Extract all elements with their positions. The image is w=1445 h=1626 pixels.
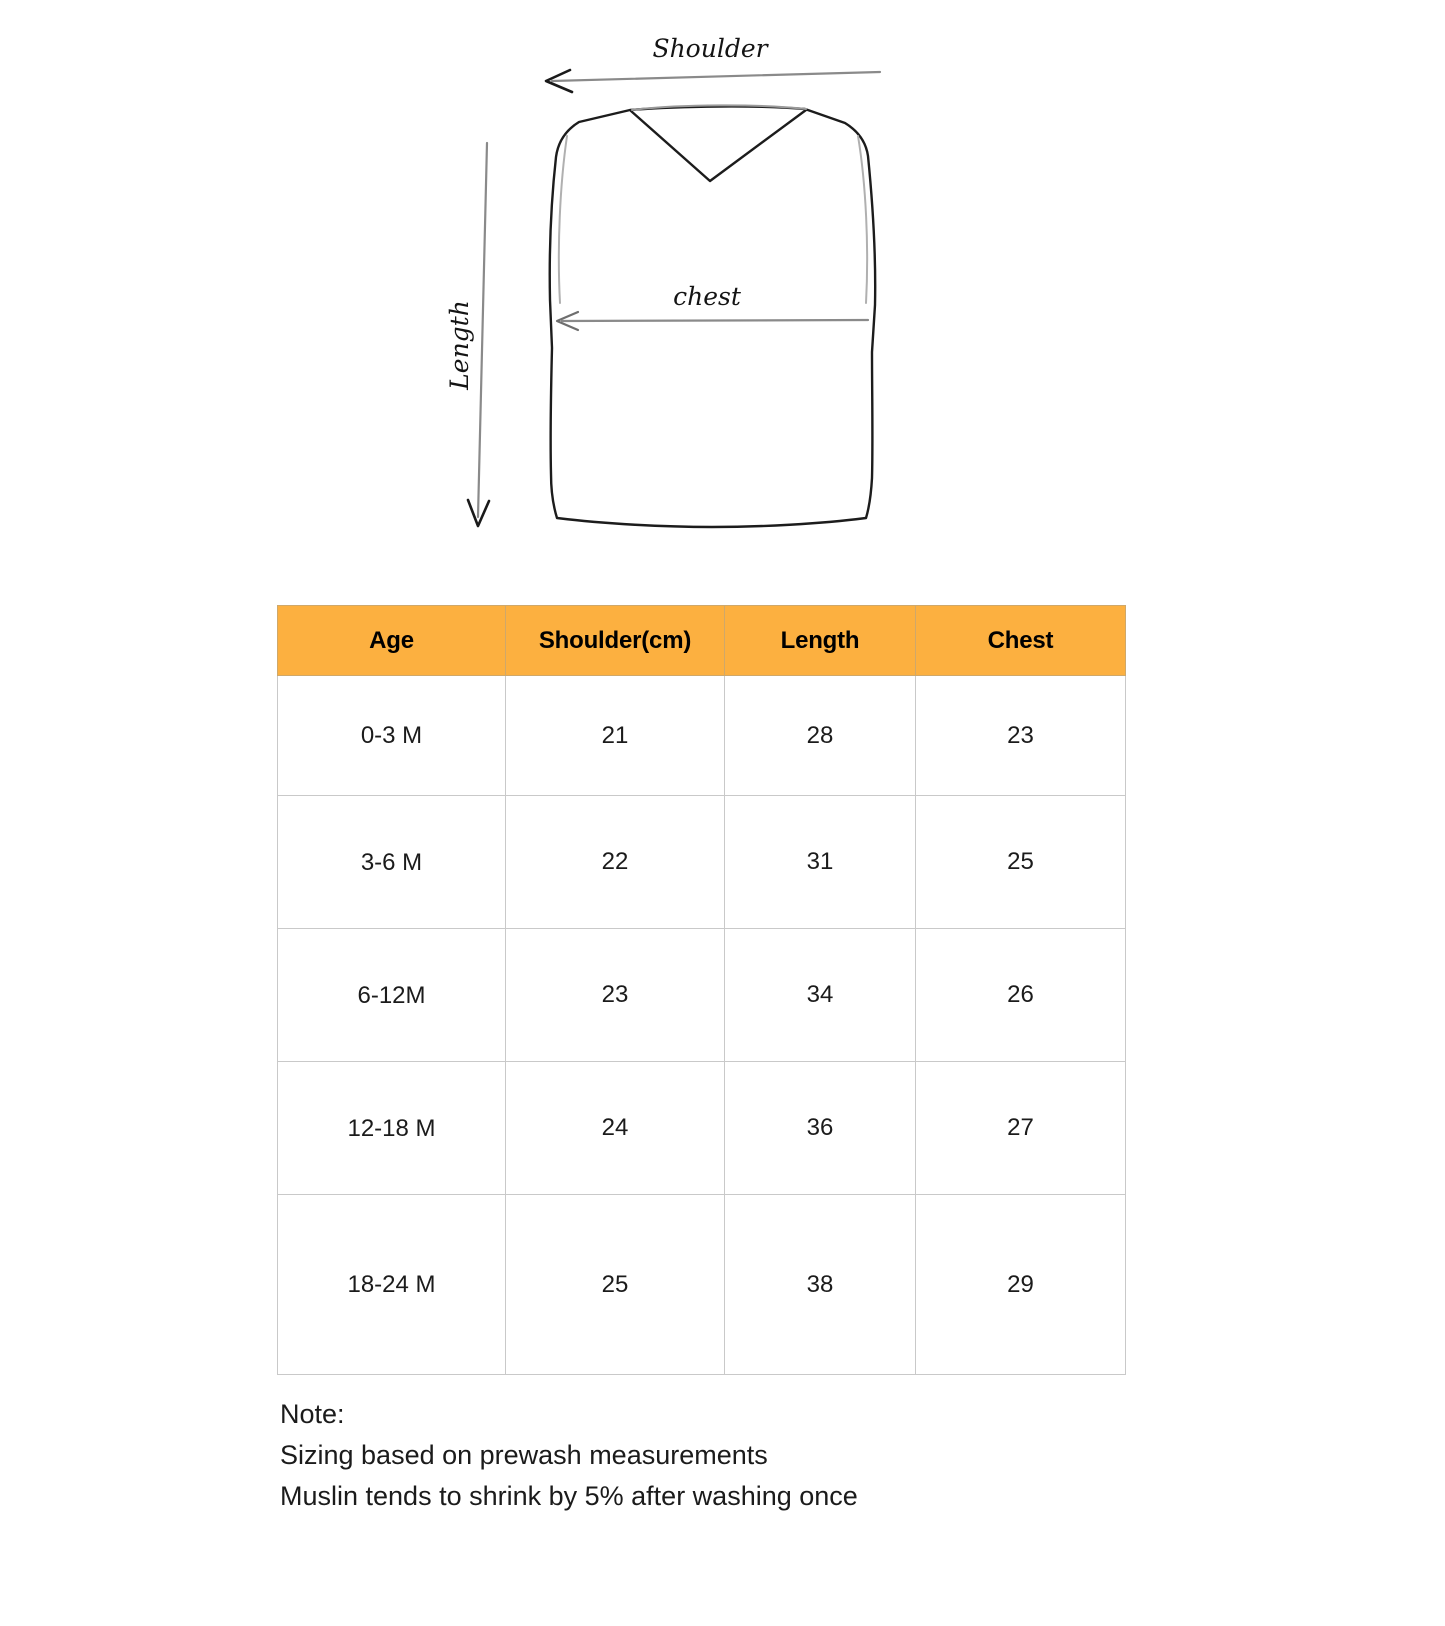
cell-age: 3-6 M — [278, 796, 506, 929]
cell-chest: 26 — [916, 929, 1126, 1062]
shoulder-label: Shoulder — [652, 34, 768, 63]
cell-shoulder: 21 — [506, 676, 725, 796]
cell-chest: 29 — [916, 1195, 1126, 1375]
cell-age: 6-12M — [278, 929, 506, 1062]
cell-chest: 23 — [916, 676, 1126, 796]
cell-age: 18-24 M — [278, 1195, 506, 1375]
cell-shoulder: 24 — [506, 1062, 725, 1195]
table-row — [278, 796, 1126, 929]
cell-length: 28 — [725, 676, 916, 796]
shoulder-measure-arrow — [546, 70, 880, 92]
length-label: Length — [445, 300, 474, 390]
notes-block — [280, 1394, 1180, 1517]
vest-outline — [550, 105, 875, 527]
table-row — [278, 1062, 1126, 1195]
notes-line-1: Sizing based on prewash measurements — [280, 1440, 768, 1470]
notes-title: Note: — [280, 1399, 345, 1429]
cell-length: 34 — [725, 929, 916, 1062]
cell-shoulder: 23 — [506, 929, 725, 1062]
table-row — [278, 676, 1126, 796]
table-header-row — [278, 606, 1126, 676]
cell-length: 36 — [725, 1062, 916, 1195]
garment-illustration — [0, 0, 1445, 560]
chest-label: chest — [673, 282, 741, 311]
cell-shoulder: 25 — [506, 1195, 725, 1375]
size-chart-table — [277, 605, 1126, 1375]
cell-length: 31 — [725, 796, 916, 929]
table-row — [278, 1195, 1126, 1375]
cell-age: 0-3 M — [278, 676, 506, 796]
column-header-shoulder: Shoulder(cm) — [506, 606, 725, 676]
table-row — [278, 929, 1126, 1062]
column-header-age: Age — [278, 606, 506, 676]
cell-chest: 25 — [916, 796, 1126, 929]
cell-age: 12-18 M — [278, 1062, 506, 1195]
notes-line-2: Muslin tends to shrink by 5% after washing once — [280, 1481, 858, 1511]
size-chart-table-wrapper — [277, 605, 1125, 1375]
cell-chest: 27 — [916, 1062, 1126, 1195]
column-header-length: Length — [725, 606, 916, 676]
cell-shoulder: 22 — [506, 796, 725, 929]
column-header-chest: Chest — [916, 606, 1126, 676]
cell-length: 38 — [725, 1195, 916, 1375]
